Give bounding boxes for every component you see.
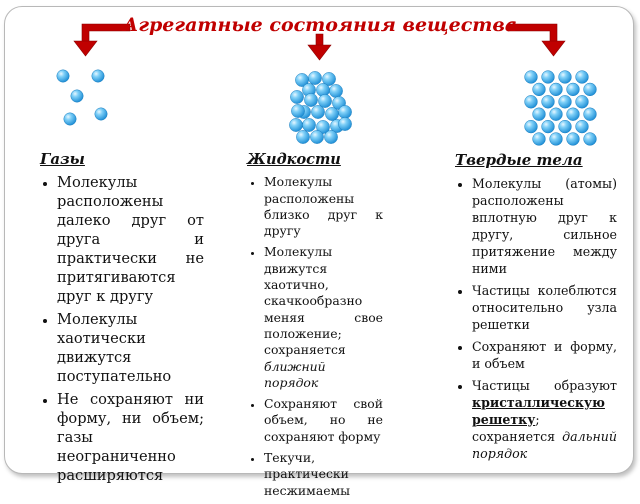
molecule [567,83,580,96]
molecule [525,120,538,133]
list-item: • Молекулы хаотически движутся поступательно [57,310,204,386]
molecule [542,120,555,133]
long-range-order: дальний порядок [472,429,617,461]
molecule [525,71,538,84]
molecule [338,117,351,130]
molecule [567,133,580,146]
molecule [576,120,589,133]
molecule [311,105,324,118]
list-item: • Не сохраняют ни форму, ни объем; газы неограниченно расширяются [57,390,204,485]
molecule [302,118,315,131]
molecule [559,95,572,108]
molecule [584,133,597,146]
gas-molecules [57,70,107,125]
molecule [584,83,597,96]
list-item: • Молекулы расположены далеко друг от друга и практически не притягиваются друг к другу [57,173,204,306]
molecule [64,113,76,125]
molecule [576,71,589,84]
item-text: ; сохраняется [472,412,563,444]
list-item: • Текучи, практически несжимаемы [264,450,383,499]
molecule [542,95,555,108]
molecule [525,95,538,108]
liquids-heading: Жидкости [247,151,341,168]
molecule [290,90,303,103]
molecule [310,130,323,143]
molecule [308,71,321,84]
molecule [289,118,302,131]
molecule [338,105,351,118]
molecule [71,90,83,102]
list-item: • Молекулы расположены близко друг к другу [264,174,383,239]
list-item: • Молекулы (атомы) расположены вплотную друг к другу, сильное притяжение между ними [472,175,617,277]
molecule [576,95,589,108]
molecule [550,83,563,96]
molecule [57,70,69,82]
liquid-molecules [289,71,351,143]
molecule [550,133,563,146]
molecule [559,120,572,133]
gases-heading: Газы [40,150,85,168]
molecule [533,133,546,146]
molecule [533,83,546,96]
list-item: • Частицы колеблются относительно узла решетки [472,282,617,333]
molecule [324,130,337,143]
item-text: Частицы образуют [472,378,617,393]
molecule [542,71,555,84]
molecule [304,93,317,106]
molecule [550,108,563,121]
list-item: • Сохраняют свой объем, но не сохраняют форму [264,396,383,445]
molecule [296,130,309,143]
crystal-lattice: кристаллическую решетку [472,395,605,427]
molecule [584,108,597,121]
molecule [567,108,580,121]
item-text: Молекулы движутся хаотично, скачкообразно меняя свое положение; сохраняется [264,244,383,358]
page-title: Агрегатные состояния вещества [122,14,518,36]
molecule [325,107,338,120]
molecule [559,71,572,84]
short-range-order: ближний порядок [264,358,326,390]
molecule [92,70,104,82]
molecule [291,104,304,117]
solids-heading: Твердые тела [455,151,583,169]
molecule [533,108,546,121]
molecule [329,84,342,97]
list-item: • Сохраняют и форму, и объем [472,338,617,372]
arrow-to-liquids [308,34,331,60]
molecule [95,108,107,120]
solid-molecules [525,71,597,146]
